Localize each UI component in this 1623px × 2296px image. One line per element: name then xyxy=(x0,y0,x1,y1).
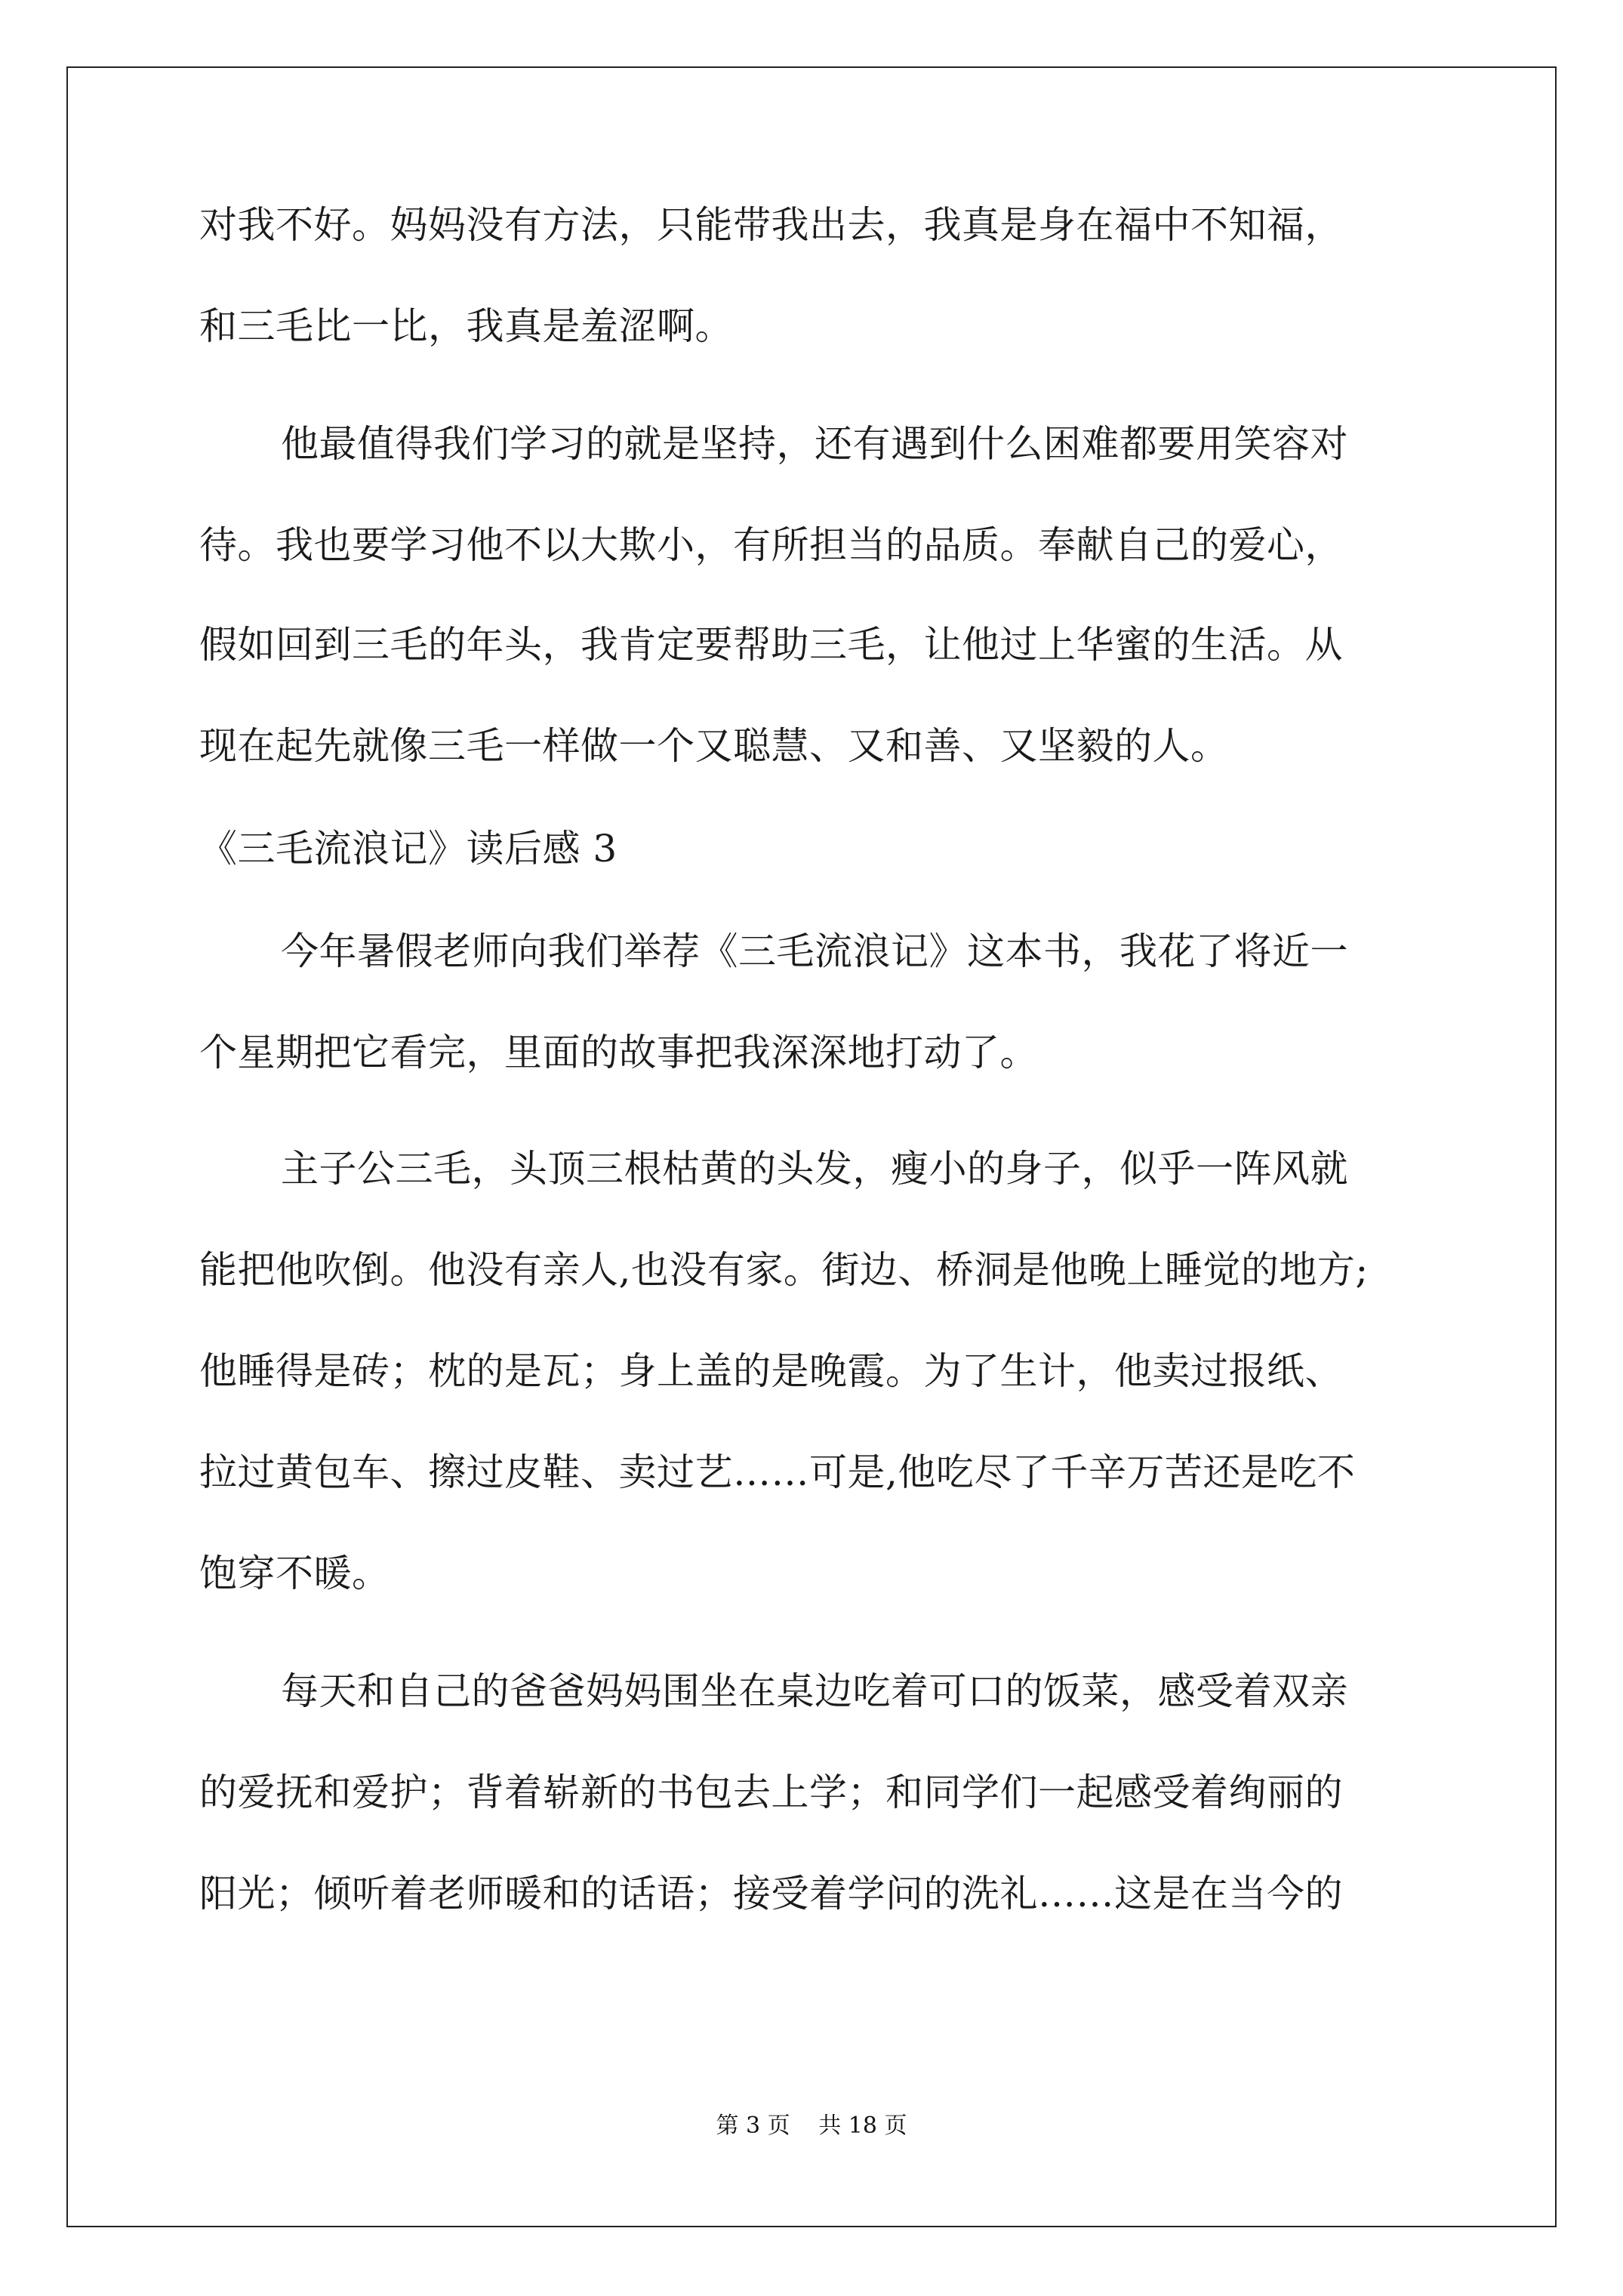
text-line: 每天和自己的爸爸妈妈围坐在桌边吃着可口的饭菜，感受着双亲 xyxy=(281,1669,1348,1713)
text-line: 现在起先就像三毛一样做一个又聪慧、又和善、又坚毅的人。 xyxy=(199,724,1229,768)
text-line: 他最值得我们学习的就是坚持，还有遇到什么困难都要用笑容对 xyxy=(281,422,1348,466)
text-line: 饱穿不暖。 xyxy=(199,1552,390,1595)
page-total: 共 18 页 xyxy=(818,2113,907,2139)
text-line: 对我不好。妈妈没有方法，只能带我出去，我真是身在福中不知福， xyxy=(199,203,1343,247)
section-heading: 《三毛流浪记》读后感 3 xyxy=(199,827,617,871)
text-line: 的爱抚和爱护；背着崭新的书包去上学；和同学们一起感受着绚丽的 xyxy=(199,1771,1343,1814)
text-line: 阳光；倾听着老师暖和的话语；接受着学问的洗礼……这是在当今的 xyxy=(199,1872,1343,1915)
page-footer xyxy=(0,2111,1623,2141)
text-line: 能把他吹倒。他没有亲人,也没有家。街边、桥洞是他晚上睡觉的地方; xyxy=(199,1248,1369,1292)
text-line: 他睡得是砖；枕的是瓦；身上盖的是晚霞。为了生计，他卖过报纸、 xyxy=(199,1349,1343,1393)
text-line: 待。我也要学习他不以大欺小，有所担当的品质。奉献自己的爱心， xyxy=(199,523,1343,567)
text-line: 假如回到三毛的年头，我肯定要帮助三毛，让他过上华蜜的生活。从 xyxy=(199,623,1343,667)
text-line: 个星期把它看完，里面的故事把我深深地打动了。 xyxy=(199,1031,1038,1074)
page-number: 第 3 页 xyxy=(716,2113,790,2139)
text-line: 今年暑假老师向我们举荐《三毛流浪记》这本书，我花了将近一 xyxy=(281,929,1348,973)
text-line: 拉过黄包车、擦过皮鞋、卖过艺……可是,他吃尽了千辛万苦还是吃不 xyxy=(199,1450,1356,1494)
text-line: 和三毛比一比，我真是羞涩啊。 xyxy=(199,304,733,348)
text-line: 主子公三毛，头顶三根枯黄的头发，瘦小的身子，似乎一阵风就 xyxy=(281,1147,1348,1191)
